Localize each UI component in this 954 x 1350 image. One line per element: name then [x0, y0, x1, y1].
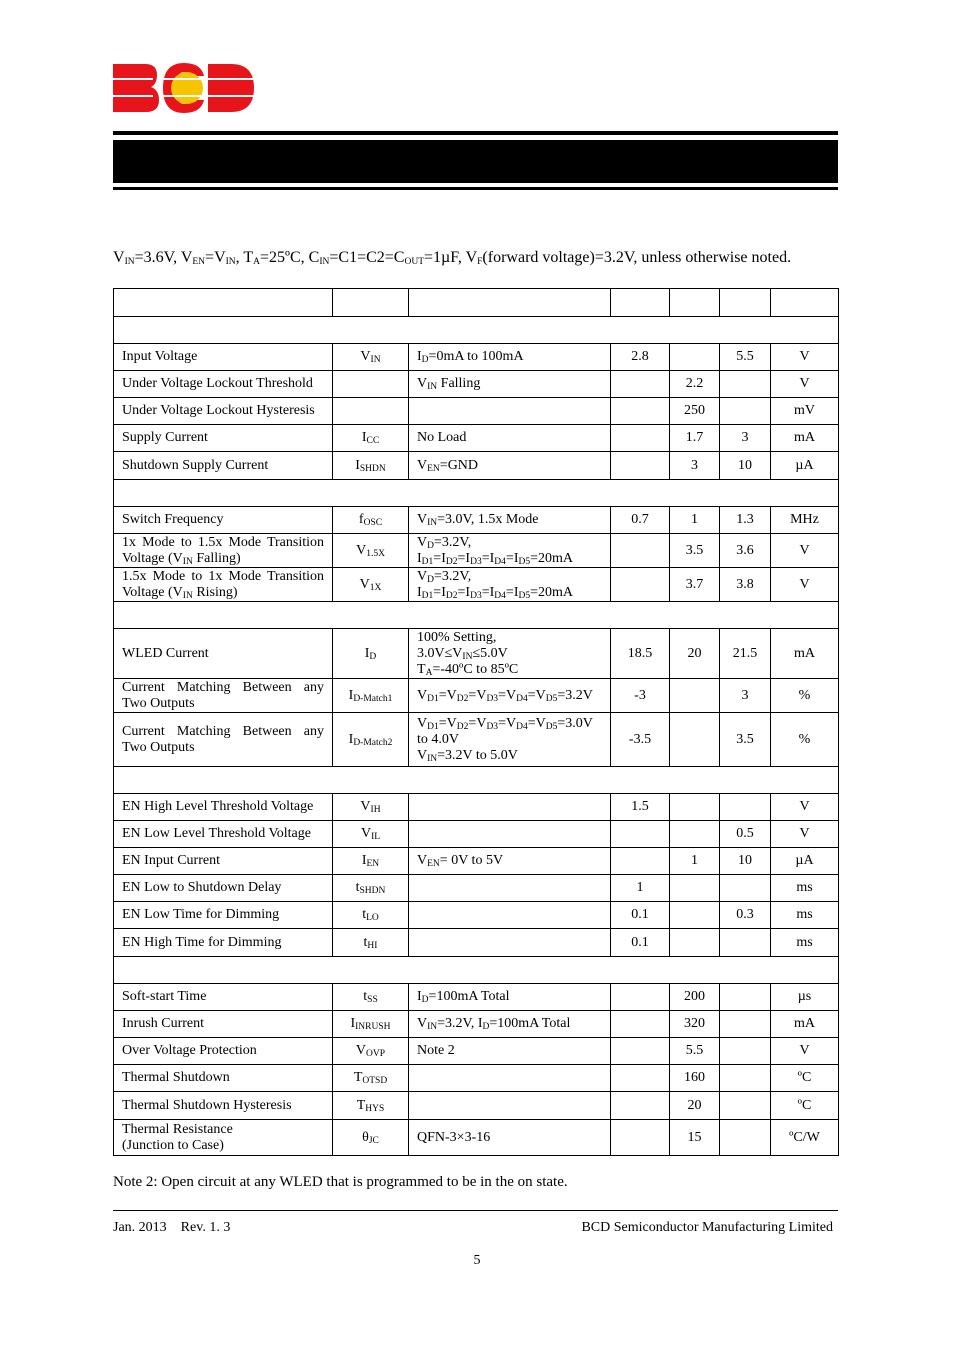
max-cell: 0.3 [720, 902, 771, 929]
header-title-band [113, 140, 838, 183]
max-cell: 3.5 [720, 713, 771, 767]
typ-cell: 2.2 [670, 371, 720, 398]
header-cell [611, 289, 670, 317]
typ-cell [670, 929, 720, 957]
table-row [114, 629, 839, 679]
symbol-cell: $I_{D-Match2}$ [333, 713, 409, 767]
param-cell: EN High Time for Dimming [114, 929, 333, 957]
typ-cell [670, 794, 720, 821]
unit-cell: ms [771, 929, 839, 957]
typ-cell: 20 [670, 629, 720, 679]
table-row [114, 425, 839, 452]
param-cell: WLED Current [114, 629, 333, 679]
header-cell [771, 289, 839, 317]
footer-date-revision: Jan. 2013 Rev. 1. 3 [113, 1220, 231, 1235]
page-number: 5 [473, 1253, 481, 1268]
max-cell [720, 1065, 771, 1092]
unit-cell: ºC/W [771, 1120, 839, 1156]
param-cell: Shutdown Supply Current [114, 452, 333, 480]
table-row [114, 398, 839, 425]
unit-cell: µA [771, 452, 839, 480]
table-row [114, 1065, 839, 1092]
table-row [114, 344, 839, 371]
logo-stripe [208, 95, 254, 97]
symbol-cell: $V_{OVP}$ [333, 1038, 409, 1065]
min-cell [611, 1011, 670, 1038]
min-cell [611, 425, 670, 452]
symbol-cell: $I_D$ [333, 629, 409, 679]
typ-cell: 15 [670, 1120, 720, 1156]
symbol-cell: $t_{LO}$ [333, 902, 409, 929]
unit-cell: V [771, 794, 839, 821]
table-row [114, 507, 839, 534]
table-row [114, 713, 839, 767]
symbol-cell: $f_{OSC}$ [333, 507, 409, 534]
param-cell: EN High Level Threshold Voltage [114, 794, 333, 821]
unit-cell: V [771, 534, 839, 568]
param-cell: Input Voltage [114, 344, 333, 371]
min-cell [611, 568, 670, 602]
max-cell: 0.5 [720, 821, 771, 848]
symbol-cell [333, 371, 409, 398]
condition-cell: $I_D=0mA$ to 100mA [409, 344, 611, 371]
typ-cell [670, 713, 720, 767]
min-cell: -3 [611, 679, 670, 713]
max-cell: 1.3 [720, 507, 771, 534]
unit-cell: mV [771, 398, 839, 425]
param-cell: Current Matching Between any Two Outputs [114, 713, 333, 767]
param-cell: Inrush Current [114, 1011, 333, 1038]
unit-cell: ms [771, 902, 839, 929]
symbol-cell: $I_{SHDN}$ [333, 452, 409, 480]
table-row [114, 1011, 839, 1038]
table-row [114, 568, 839, 602]
condition-cell [409, 875, 611, 902]
condition-cell [409, 1092, 611, 1120]
table-row [114, 371, 839, 398]
logo-stripe [163, 78, 208, 80]
condition-cell: $V_{D1}=V_{D2}=V_{D3}=V_{D4}=V_{D5}=3.0V$ to 4.0V $V_{IN}=3.2V$ to 5.0V [409, 713, 611, 767]
typ-cell: 3.7 [670, 568, 720, 602]
condition-cell: $V_{IN}=3.2V$, $I_D=100mA$ Total [409, 1011, 611, 1038]
unit-cell: µA [771, 848, 839, 875]
max-cell [720, 984, 771, 1011]
unit-cell: mA [771, 425, 839, 452]
min-cell: 0.1 [611, 902, 670, 929]
max-cell [720, 794, 771, 821]
condition-cell [409, 1065, 611, 1092]
table-row [114, 452, 839, 480]
min-cell: 2.8 [611, 344, 670, 371]
condition-cell: $V_{EN}=GND$ [409, 452, 611, 480]
condition-cell: $V_D=3.2V$, $I_{D1}=I_{D2}=I_{D3}=I_{D4}=I_{D5}=20mA$ [409, 568, 611, 602]
min-cell [611, 1092, 670, 1120]
min-cell [611, 1038, 670, 1065]
typ-cell: 1.7 [670, 425, 720, 452]
typ-cell: 200 [670, 984, 720, 1011]
typ-cell [670, 344, 720, 371]
typ-cell [670, 902, 720, 929]
max-cell: 10 [720, 848, 771, 875]
min-cell [611, 821, 670, 848]
symbol-cell: $t_{SS}$ [333, 984, 409, 1011]
unit-cell: V [771, 821, 839, 848]
logo-stripe [113, 95, 153, 97]
unit-cell: ºC [771, 1065, 839, 1092]
unit-cell: ºC [771, 1092, 839, 1120]
max-cell: 3.6 [720, 534, 771, 568]
test-conditions: $V_{IN}=3.6V$, $V_{EN}=V_{IN}$, $T_A=25ºC$, $C_{IN}=C1=C2=C_{OUT}=1\mu F$, $V_F(forward$ voltage)=3.2V, unless otherwise noted. [113, 249, 792, 267]
condition-cell: $V_D=3.2V$, $I_{D1}=I_{D2}=I_{D3}=I_{D4}=I_{D5}=20mA$ [409, 534, 611, 568]
max-cell: 21.5 [720, 629, 771, 679]
symbol-cell: $I_{D-Match1}$ [333, 679, 409, 713]
condition-cell: No Load [409, 425, 611, 452]
table-row [114, 929, 839, 957]
section-row [114, 767, 839, 794]
symbol-cell [333, 398, 409, 425]
min-cell [611, 534, 670, 568]
symbol-cell: $t_{SHDN}$ [333, 875, 409, 902]
param-cell: EN Low Time for Dimming [114, 902, 333, 929]
min-cell: 1.5 [611, 794, 670, 821]
condition-cell: $V_{IN}=3.0V$, 1.5x Mode [409, 507, 611, 534]
condition-cell: $V_{D1}=V_{D2}=V_{D3}=V_{D4}=V_{D5}=3.2V$ [409, 679, 611, 713]
max-cell [720, 1011, 771, 1038]
table-row [114, 848, 839, 875]
logo-letter-b [113, 64, 159, 112]
min-cell [611, 371, 670, 398]
table-row [114, 1038, 839, 1065]
logo-yellow-disc [171, 72, 203, 104]
max-cell [720, 875, 771, 902]
table-row [114, 984, 839, 1011]
table-row [114, 534, 839, 568]
condition-cell [409, 821, 611, 848]
footer-company: BCD Semiconductor Manufacturing Limited [581, 1220, 833, 1235]
typ-cell [670, 679, 720, 713]
header-cell [670, 289, 720, 317]
logo-stripe [163, 95, 208, 97]
table-row [114, 875, 839, 902]
bcd-logo [113, 62, 255, 114]
table-row [114, 821, 839, 848]
unit-cell: MHz [771, 507, 839, 534]
min-cell: 18.5 [611, 629, 670, 679]
symbol-cell: $I_{CC}$ [333, 425, 409, 452]
unit-cell: µs [771, 984, 839, 1011]
table-row [114, 679, 839, 713]
condition-cell: $V_{EN}= 0V$ to 5V [409, 848, 611, 875]
max-cell: 10 [720, 452, 771, 480]
min-cell [611, 1120, 670, 1156]
header-cell [720, 289, 771, 317]
min-cell: 0.7 [611, 507, 670, 534]
table-header-row [114, 289, 839, 317]
unit-cell: mA [771, 1011, 839, 1038]
symbol-cell: $V_{IH}$ [333, 794, 409, 821]
condition-cell [409, 929, 611, 957]
symbol-cell: $V_{IL}$ [333, 821, 409, 848]
typ-cell: 5.5 [670, 1038, 720, 1065]
max-cell: 3.8 [720, 568, 771, 602]
min-cell [611, 1065, 670, 1092]
min-cell [611, 848, 670, 875]
condition-cell: 100% Setting, $3.0V\le V_{IN}\le 5.0V$ $T_A=-40ºC$ to 85ºC [409, 629, 611, 679]
max-cell: 5.5 [720, 344, 771, 371]
symbol-cell: $T_{OTSD}$ [333, 1065, 409, 1092]
table-row [114, 1092, 839, 1120]
min-cell: 1 [611, 875, 670, 902]
symbol-cell: $I_{EN}$ [333, 848, 409, 875]
param-cell: EN Low to Shutdown Delay [114, 875, 333, 902]
condition-cell: QFN-3×3-16 [409, 1120, 611, 1156]
min-cell [611, 984, 670, 1011]
condition-cell [409, 398, 611, 425]
param-cell: Thermal Shutdown [114, 1065, 333, 1092]
typ-cell: 3 [670, 452, 720, 480]
condition-cell [409, 902, 611, 929]
param-cell: 1x Mode to 1.5x Mode Transition Voltage ($V_{IN}$ Falling) [114, 534, 333, 568]
table-row [114, 794, 839, 821]
typ-cell: 250 [670, 398, 720, 425]
symbol-cell: $V_{1.5X}$ [333, 534, 409, 568]
param-cell: Current Matching Between any Two Outputs [114, 679, 333, 713]
logo-stripe [208, 78, 254, 80]
logo-letter-d [208, 64, 254, 112]
unit-cell: mA [771, 629, 839, 679]
section-row [114, 957, 839, 984]
max-cell: 3 [720, 425, 771, 452]
min-cell [611, 452, 670, 480]
condition-cell: Note 2 [409, 1038, 611, 1065]
unit-cell: ms [771, 875, 839, 902]
unit-cell: V [771, 344, 839, 371]
param-cell: Under Voltage Lockout Hysteresis [114, 398, 333, 425]
footer-rule [113, 1210, 838, 1211]
header-rule-bottom [113, 187, 838, 190]
param-cell: Over Voltage Protection [114, 1038, 333, 1065]
min-cell: 0.1 [611, 929, 670, 957]
symbol-cell: $t_{HI}$ [333, 929, 409, 957]
max-cell: 3 [720, 679, 771, 713]
param-cell: Supply Current [114, 425, 333, 452]
max-cell [720, 371, 771, 398]
condition-cell: $I_D=100mA$ Total [409, 984, 611, 1011]
unit-cell: % [771, 713, 839, 767]
header-rule-top [113, 131, 838, 135]
condition-cell [409, 794, 611, 821]
typ-cell [670, 875, 720, 902]
logo-stripe [113, 78, 153, 80]
max-cell [720, 1038, 771, 1065]
condition-cell: $V_{IN}$ Falling [409, 371, 611, 398]
symbol-cell: $\theta_{JC}$ [333, 1120, 409, 1156]
typ-cell: 160 [670, 1065, 720, 1092]
symbol-cell: $I_{INRUSH}$ [333, 1011, 409, 1038]
typ-cell: 320 [670, 1011, 720, 1038]
param-cell: EN Low Level Threshold Voltage [114, 821, 333, 848]
symbol-cell: $V_{1X}$ [333, 568, 409, 602]
unit-cell: V [771, 568, 839, 602]
param-cell: 1.5x Mode to 1x Mode Transition Voltage ($V_{IN}$ Rising) [114, 568, 333, 602]
max-cell [720, 929, 771, 957]
typ-cell: 1 [670, 848, 720, 875]
param-cell: Thermal Shutdown Hysteresis [114, 1092, 333, 1120]
symbol-cell: $T_{HYS}$ [333, 1092, 409, 1120]
param-cell: Soft-start Time [114, 984, 333, 1011]
min-cell: -3.5 [611, 713, 670, 767]
header-cell [409, 289, 611, 317]
unit-cell: V [771, 1038, 839, 1065]
section-row [114, 317, 839, 344]
typ-cell: 1 [670, 507, 720, 534]
symbol-cell: $V_{IN}$ [333, 344, 409, 371]
max-cell [720, 398, 771, 425]
table-note: Note 2: Open circuit at any WLED that is programmed to be in the on state. [113, 1174, 568, 1190]
section-row [114, 480, 839, 507]
min-cell [611, 398, 670, 425]
param-cell: Thermal Resistance (Junction to Case) [114, 1120, 333, 1156]
typ-cell [670, 821, 720, 848]
param-cell: Under Voltage Lockout Threshold [114, 371, 333, 398]
max-cell [720, 1092, 771, 1120]
max-cell [720, 1120, 771, 1156]
section-row [114, 602, 839, 629]
table-row [114, 1120, 839, 1156]
header-cell [333, 289, 409, 317]
unit-cell: V [771, 371, 839, 398]
header-cell [114, 289, 333, 317]
param-cell: EN Input Current [114, 848, 333, 875]
typ-cell: 3.5 [670, 534, 720, 568]
param-cell: Switch Frequency [114, 507, 333, 534]
unit-cell: % [771, 679, 839, 713]
table-row [114, 902, 839, 929]
typ-cell: 20 [670, 1092, 720, 1120]
electrical-characteristics-table [113, 288, 839, 1156]
